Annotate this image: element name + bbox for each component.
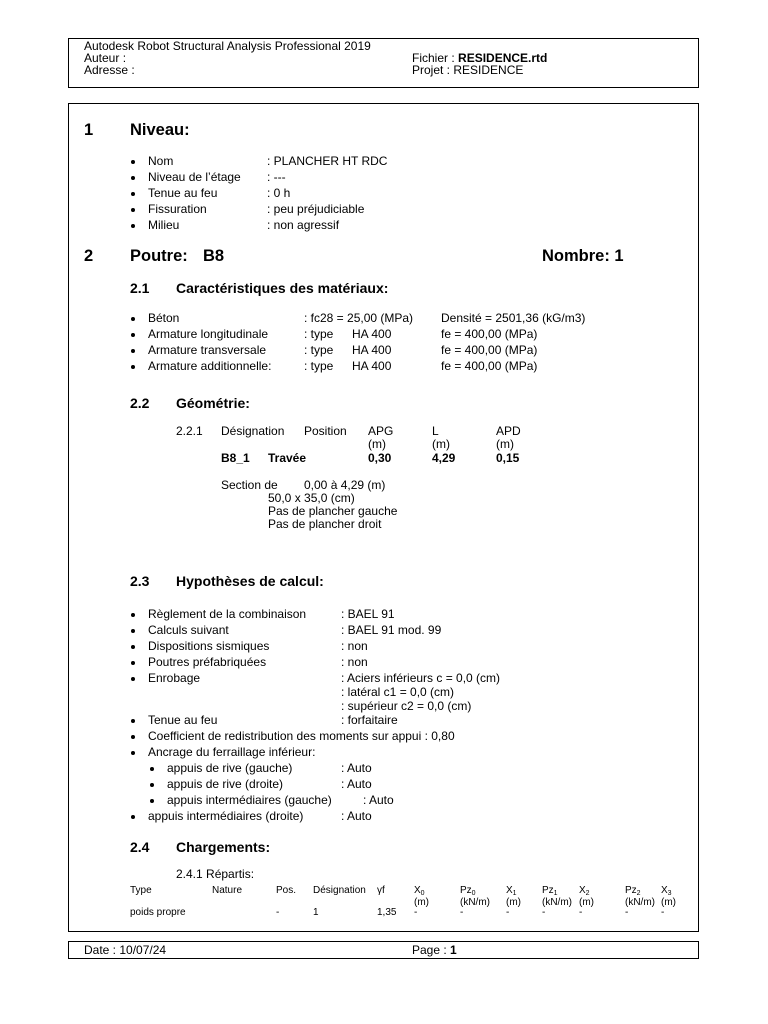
- project-value: RESIDENCE: [453, 63, 524, 77]
- material-spec: : type: [304, 343, 334, 357]
- hypothesis-label: Poutres préfabriquées: [148, 655, 267, 669]
- footer-date: Date : 10/07/24: [84, 943, 167, 957]
- bullet-icon: [131, 735, 135, 739]
- page-label: Page :: [412, 943, 447, 957]
- material-label: Armature additionnelle:: [148, 359, 272, 373]
- hypotheses-title: Hypothèses de calcul:: [176, 573, 324, 589]
- software-name: Autodesk Robot Structural Analysis Professional 2019: [84, 39, 371, 53]
- unit-pz1: (kN/m): [542, 897, 572, 908]
- col-pz2: $Pz_2$: [625, 885, 641, 897]
- section-left-slab: Pas de plancher gauche: [268, 504, 398, 518]
- author-label: Auteur :: [84, 51, 127, 65]
- materials-title: Caractéristiques des matériaux:: [176, 280, 389, 296]
- col-apg: APG: [368, 424, 394, 438]
- bullet-icon: [131, 677, 135, 681]
- list-item-label: Tenue au feu: [148, 186, 218, 200]
- file-value: RESIDENCE.rtd: [458, 51, 548, 65]
- anchorage-value: : Auto: [341, 761, 372, 775]
- section-range: 0,00 à 4,29 (m): [304, 478, 386, 492]
- hypothesis-value: : BAEL 91 mod. 99: [341, 623, 442, 637]
- unit-x1: (m): [506, 897, 521, 908]
- beam-count: Nombre: 1: [542, 247, 624, 265]
- anchorage-label: appuis intermédiaires (droite): [148, 809, 304, 823]
- col-pz1: $Pz_1$: [542, 885, 558, 897]
- material-grade: HA 400: [352, 359, 392, 373]
- cell-designation: 1: [313, 907, 319, 918]
- col-gamma: γf: [377, 885, 385, 896]
- col-designation: Désignation: [313, 885, 366, 896]
- hypothesis-label: Dispositions sismiques: [148, 639, 270, 653]
- list-item-value: : 0 h: [267, 186, 291, 200]
- list-item-value: : ---: [267, 170, 286, 184]
- enrobage-superior: : supérieur c2 = 0,0 (cm): [341, 699, 472, 713]
- loads-subtitle: 2.4.1 Répartis:: [176, 867, 255, 881]
- bullet-icon: [131, 365, 135, 369]
- col-position: Position: [304, 424, 347, 438]
- anchorage-value: : Auto: [341, 777, 372, 791]
- cell-pos: -: [276, 907, 280, 918]
- cell-pz0: -: [460, 907, 464, 918]
- list-item-label: Niveau de l’étage: [148, 170, 241, 184]
- bullet-icon: [131, 815, 135, 819]
- cell-gamma: 1,35: [377, 907, 397, 918]
- section-right-slab: Pas de plancher droit: [268, 517, 382, 531]
- unit-l: (m): [432, 437, 450, 451]
- hypothesis-label: Calculs suivant: [148, 623, 229, 637]
- geometry-number: 2.2: [130, 395, 150, 411]
- anchorage-title: Ancrage du ferraillage inférieur:: [148, 745, 316, 759]
- geometry-subnumber: 2.2.1: [176, 424, 203, 438]
- geometry-title: Géométrie:: [176, 395, 250, 411]
- bullet-icon: [131, 208, 135, 212]
- span-apg: 0,30: [368, 451, 392, 465]
- hypothesis-value: : Aciers inférieurs c = 0,0 (cm): [341, 671, 501, 685]
- bullet-icon: [150, 767, 154, 771]
- material-grade: HA 400: [352, 343, 392, 357]
- material-label: Armature longitudinale: [148, 327, 269, 341]
- file-label: Fichier :: [412, 51, 455, 65]
- bullet-icon: [131, 645, 135, 649]
- hypothesis-label: Enrobage: [148, 671, 201, 685]
- bullet-icon: [131, 192, 135, 196]
- section-dimensions: 50,0 x 35,0 (cm): [268, 491, 355, 505]
- unit-x3: (m): [661, 897, 676, 908]
- bullet-icon: [131, 317, 135, 321]
- material-spec: : fc28 = 25,00 (MPa): [304, 311, 414, 325]
- cell-x2: -: [579, 907, 583, 918]
- unit-pz0: (kN/m): [460, 897, 490, 908]
- bullet-icon: [150, 783, 154, 787]
- hypotheses-number: 2.3: [130, 573, 150, 589]
- hypothesis-value: : non: [341, 655, 368, 669]
- anchorage-value: : Auto: [341, 809, 372, 823]
- cell-pz1: -: [542, 907, 546, 918]
- cell-pz2: -: [625, 907, 629, 918]
- bullet-icon: [131, 176, 135, 180]
- bullet-icon: [131, 613, 135, 617]
- redistribution-coefficient: Coefficient de redistribution des moments sur appui : 0,80: [148, 729, 455, 743]
- material-property: fe = 400,00 (MPa): [441, 327, 538, 341]
- hypothesis-value: : BAEL 91: [341, 607, 395, 621]
- col-x0: $X_0$: [414, 885, 425, 897]
- bullet-icon: [131, 349, 135, 353]
- bullet-icon: [131, 751, 135, 755]
- material-grade: HA 400: [352, 327, 392, 341]
- bullet-icon: [131, 160, 135, 164]
- unit-x0: (m): [414, 897, 429, 908]
- fire-value: : forfaitaire: [341, 713, 398, 727]
- cell-x1: -: [506, 907, 510, 918]
- hypothesis-label: Règlement de la combinaison: [148, 607, 307, 621]
- hypothesis-value: : non: [341, 639, 368, 653]
- bullet-icon: [131, 661, 135, 665]
- col-apd: APD: [496, 424, 521, 438]
- bullet-icon: [131, 719, 135, 723]
- cell-x3: -: [661, 907, 665, 918]
- list-item-label: Milieu: [148, 218, 180, 232]
- project-field: [412, 63, 523, 77]
- unit-apd: (m): [496, 437, 514, 451]
- col-x2: $X_2$: [579, 885, 590, 897]
- cell-x0: -: [414, 907, 418, 918]
- materials-number: 2.1: [130, 280, 150, 296]
- material-property: Densité = 2501,36 (kG/m3): [441, 311, 586, 325]
- span-l: 4,29: [432, 451, 456, 465]
- col-x3: $X_3$: [661, 885, 672, 897]
- span-designation: B8_1: [221, 451, 250, 465]
- enrobage-lateral: : latéral c1 = 0,0 (cm): [341, 685, 455, 699]
- fire-label: Tenue au feu: [148, 713, 218, 727]
- span-position: Travée: [268, 451, 307, 465]
- loads-title: Chargements:: [176, 839, 271, 855]
- bullet-icon: [131, 629, 135, 633]
- material-property: fe = 400,00 (MPa): [441, 343, 538, 357]
- section1-title: Niveau:: [130, 121, 190, 139]
- cell-type: poids propre: [130, 907, 186, 918]
- anchorage-label: appuis intermédiaires (gauche): [167, 793, 332, 807]
- material-label: Béton: [148, 311, 180, 325]
- beam-name: B8: [203, 247, 225, 265]
- address-label: Adresse :: [84, 63, 135, 77]
- list-item-value: : non agressif: [267, 218, 340, 232]
- page-number: 1: [450, 943, 457, 957]
- unit-apg: (m): [368, 437, 386, 451]
- loads-number: 2.4: [130, 839, 150, 855]
- section2-number: 2: [84, 247, 94, 265]
- project-label: Projet :: [412, 63, 451, 77]
- unit-pz2: (kN/m): [625, 897, 655, 908]
- bullet-icon: [131, 333, 135, 337]
- col-designation: Désignation: [221, 424, 285, 438]
- col-l: L: [432, 424, 439, 438]
- material-spec: : type: [304, 327, 334, 341]
- material-spec: : type: [304, 359, 334, 373]
- anchorage-label: appuis de rive (droite): [167, 777, 284, 791]
- col-nature: Nature: [212, 885, 243, 896]
- col-type: Type: [130, 885, 152, 896]
- section2-title: Poutre:: [130, 247, 188, 265]
- footer-page: [412, 943, 457, 957]
- anchorage-label: appuis de rive (gauche): [167, 761, 293, 775]
- bullet-icon: [131, 224, 135, 228]
- material-property: fe = 400,00 (MPa): [441, 359, 538, 373]
- list-item-value: : PLANCHER HT RDC: [267, 154, 388, 168]
- bullet-icon: [150, 799, 154, 803]
- col-x1: $X_1$: [506, 885, 517, 897]
- col-pz0: $Pz_0$: [460, 885, 476, 897]
- anchorage-value: : Auto: [363, 793, 394, 807]
- list-item-label: Nom: [148, 154, 174, 168]
- unit-x2: (m): [579, 897, 594, 908]
- list-item-label: Fissuration: [148, 202, 207, 216]
- material-label: Armature transversale: [148, 343, 267, 357]
- section1-number: 1: [84, 121, 94, 139]
- list-item-value: : peu préjudiciable: [267, 202, 365, 216]
- col-pos: Pos.: [276, 885, 297, 896]
- section-label: Section de: [221, 478, 278, 492]
- span-apd: 0,15: [496, 451, 520, 465]
